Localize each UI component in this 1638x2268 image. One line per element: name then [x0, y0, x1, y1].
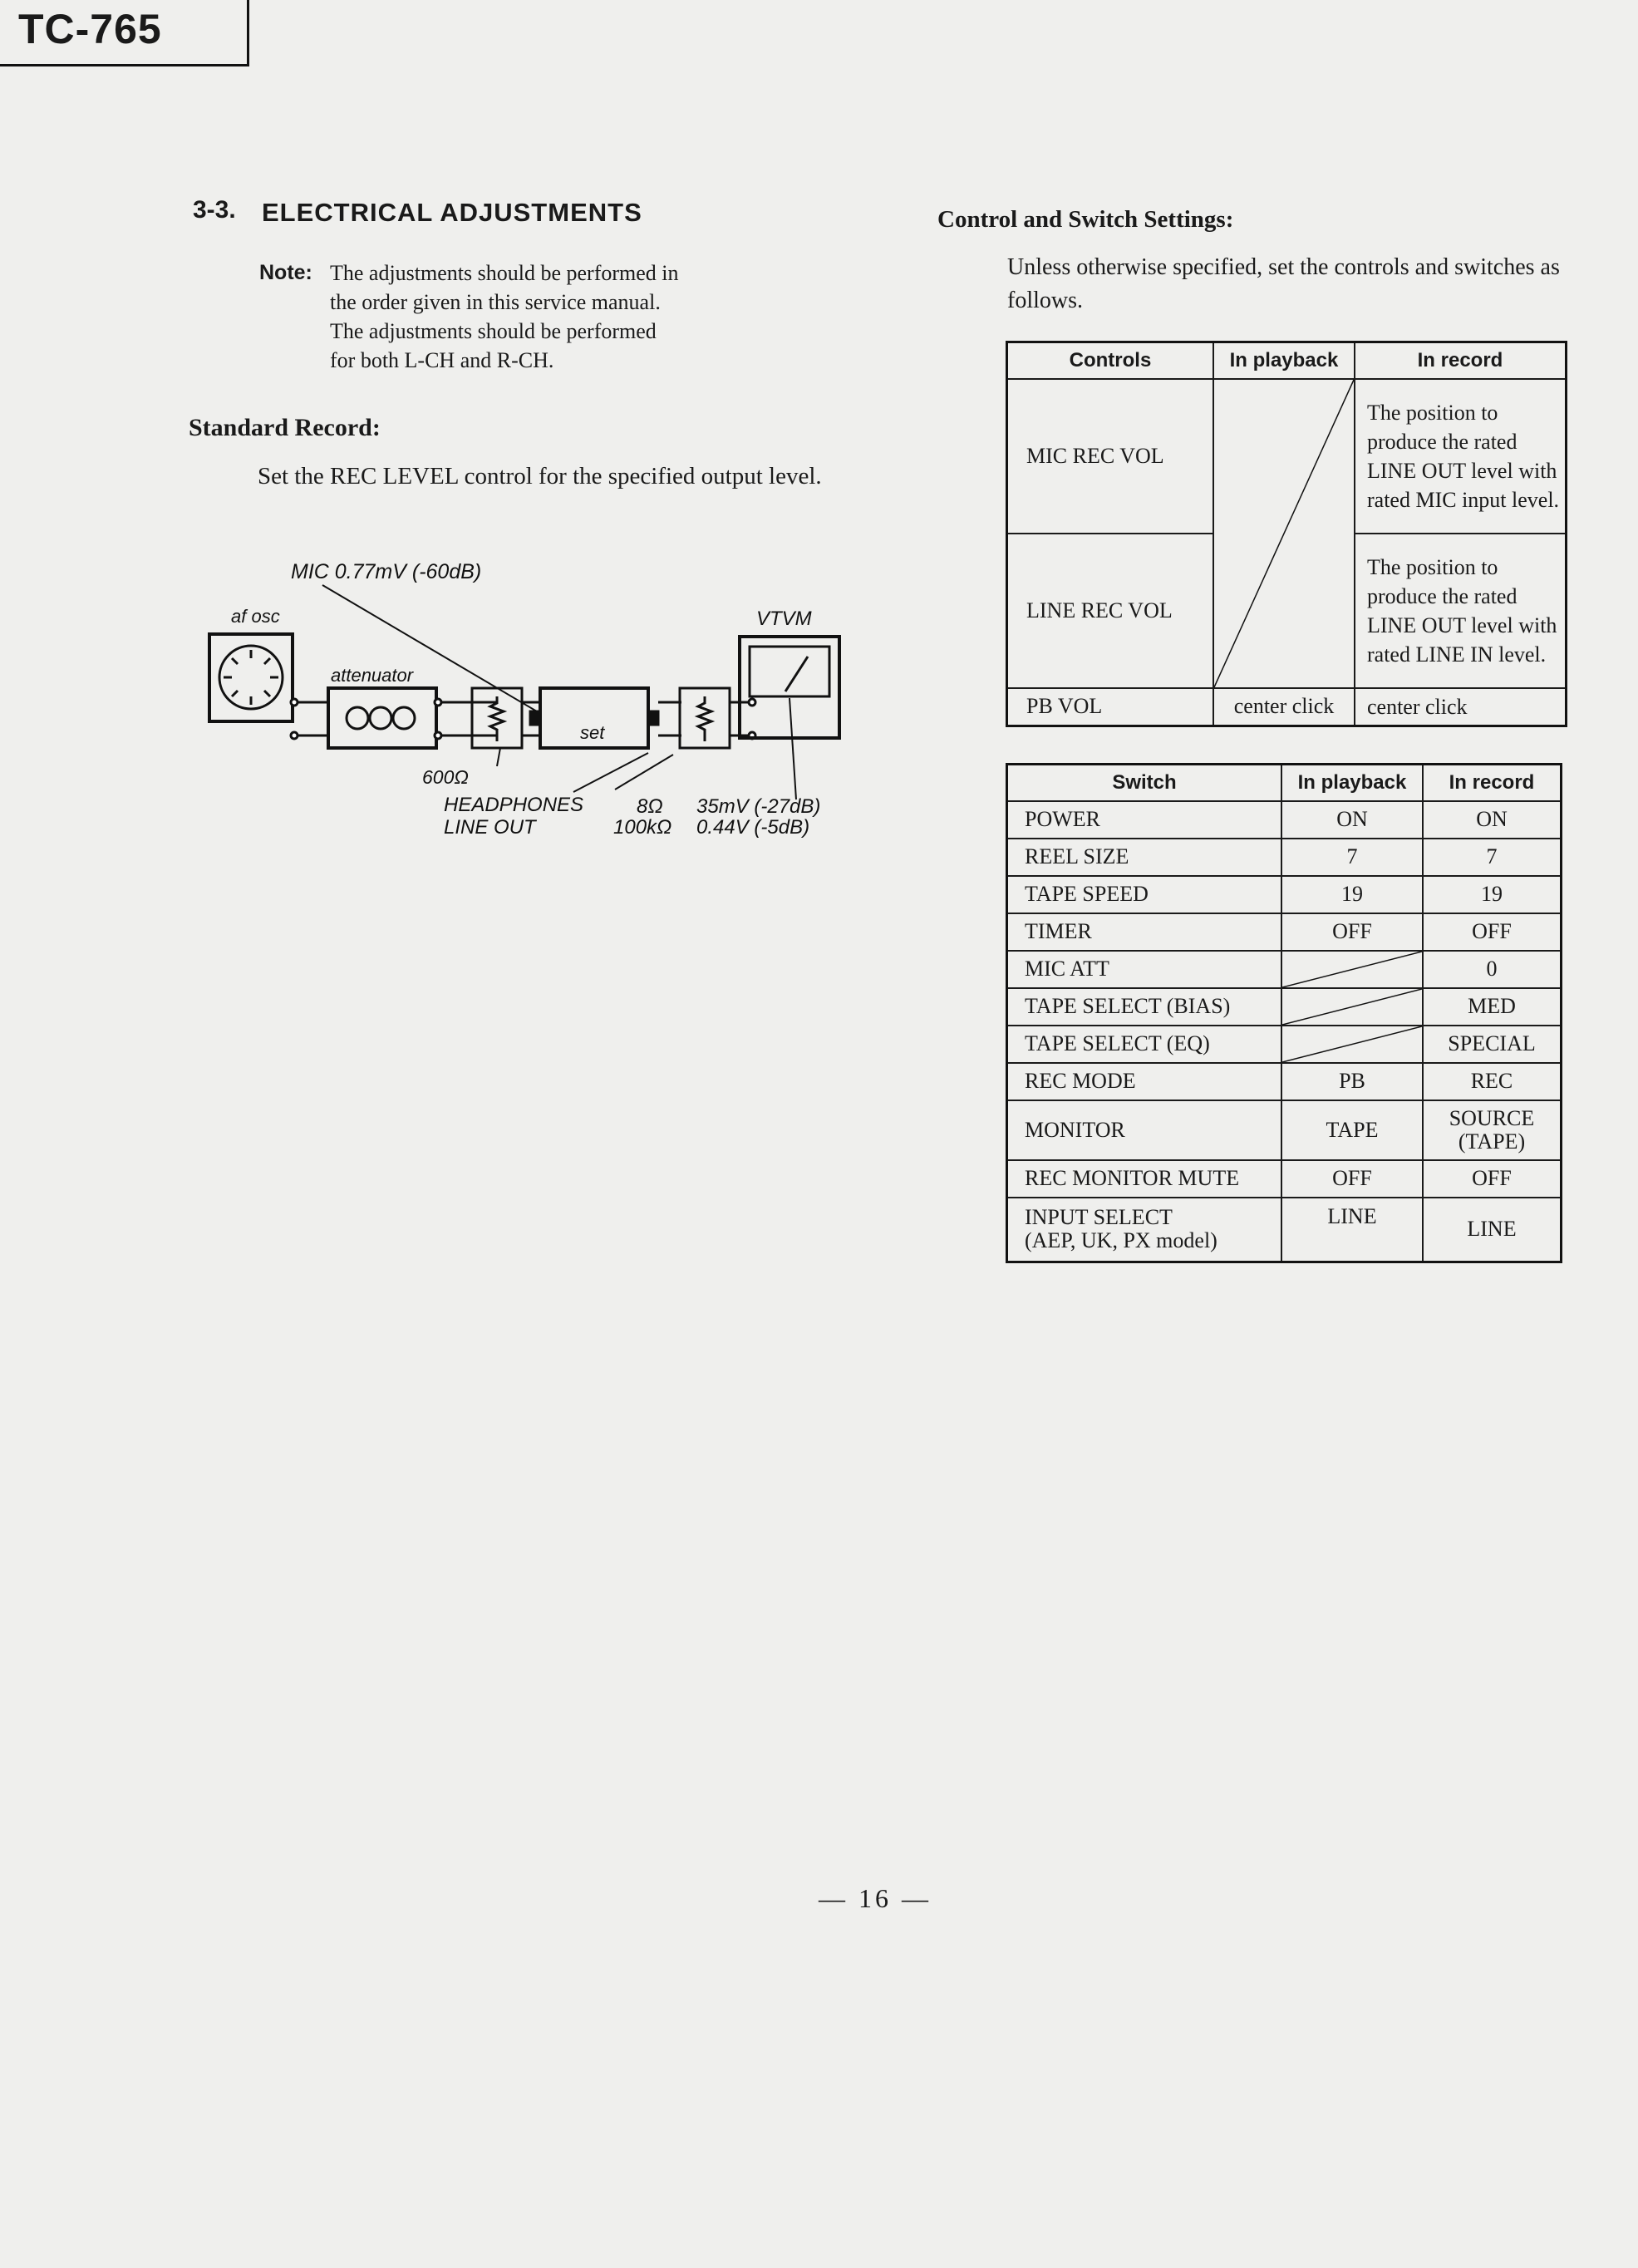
column-header: In record: [1423, 765, 1562, 801]
table-row: [1007, 1160, 1562, 1198]
switch-name: MONITOR: [1007, 1100, 1282, 1160]
headphones-impedance: 8Ω: [637, 795, 663, 818]
switch-name: TIMER: [1007, 913, 1282, 951]
note-line: for both L-CH and R-CH.: [330, 348, 554, 372]
table-row: [1007, 1026, 1562, 1063]
table-row: [1007, 379, 1567, 534]
set-label: set: [580, 722, 605, 743]
resistor-load-icon: [472, 688, 522, 748]
attenuator-label: attenuator: [331, 665, 414, 686]
switch-name: REC MONITOR MUTE: [1007, 1160, 1282, 1198]
vtvm-meter-icon: [740, 637, 839, 738]
vtvm-label: VTVM: [756, 608, 812, 630]
playback-value: PB: [1281, 1063, 1423, 1100]
note-text: [330, 258, 762, 375]
lineout-impedance: 100kΩ: [613, 816, 672, 839]
record-setting: center click: [1355, 688, 1567, 726]
playback-not-applicable: [1281, 951, 1423, 988]
table-row: [1007, 988, 1562, 1026]
column-header: Controls: [1007, 342, 1214, 379]
table-row: [1007, 1063, 1562, 1100]
playback-value: OFF: [1281, 1160, 1423, 1198]
table-row: [1007, 839, 1562, 876]
playback-not-applicable: [1213, 379, 1355, 688]
record-value: OFF: [1423, 913, 1562, 951]
column-header: In record: [1355, 342, 1567, 379]
playback-not-applicable: [1281, 1026, 1423, 1063]
table-row: [1007, 1198, 1562, 1262]
switch-name: TAPE SELECT (BIAS): [1007, 988, 1282, 1026]
record-value: 7: [1423, 839, 1562, 876]
headphones-level: 35mV (-27dB): [696, 795, 821, 818]
table-row: [1007, 688, 1567, 726]
control-name: LINE REC VOL: [1007, 534, 1214, 688]
record-value: LINE: [1423, 1198, 1562, 1262]
attenuator-icon: [312, 688, 436, 748]
record-value: ON: [1423, 801, 1562, 839]
table-row: [1007, 1100, 1562, 1160]
playback-value: TAPE: [1281, 1100, 1423, 1160]
playback-value: OFF: [1281, 913, 1423, 951]
control-name: MIC REC VOL: [1007, 379, 1214, 534]
model-label: TC-765: [18, 6, 162, 52]
table-row: [1007, 951, 1562, 988]
playback-value: ON: [1281, 801, 1423, 839]
column-header: Switch: [1007, 765, 1282, 801]
section-number: 3-3.: [193, 196, 236, 224]
resistor-label: 600Ω: [422, 766, 469, 788]
mic-label: MIC 0.77mV (-60dB): [291, 560, 482, 583]
playback-setting: center click: [1213, 688, 1355, 726]
controls-table: [1006, 341, 1567, 727]
record-value: SPECIAL: [1423, 1026, 1562, 1063]
playback-value: 19: [1281, 876, 1423, 913]
record-value: SOURCE (TAPE): [1423, 1100, 1562, 1160]
connection-diagram: [208, 549, 873, 848]
control-settings-heading: Control and Switch Settings:: [937, 206, 1234, 233]
table-row: [1007, 801, 1562, 839]
table-row: [1007, 913, 1562, 951]
playback-value: 7: [1281, 839, 1423, 876]
switch-table: [1006, 763, 1562, 1263]
model-header-box: [0, 0, 249, 66]
note-line: The adjustments should be performed: [330, 319, 657, 343]
switch-name: INPUT SELECT (AEP, UK, PX model): [1007, 1198, 1282, 1262]
record-setting: The position to produce the rated LINE OUT level with rated LINE IN level.: [1355, 534, 1567, 688]
record-value: MED: [1423, 988, 1562, 1026]
column-header: In playback: [1213, 342, 1355, 379]
control-settings-intro: Unless otherwise specified, set the controls and switches as follows.: [1007, 254, 1560, 313]
switch-name: TAPE SPEED: [1007, 876, 1282, 913]
lineout-label: LINE OUT: [444, 816, 536, 839]
headphones-label: HEADPHONES: [444, 794, 584, 816]
table-header-row: [1007, 342, 1567, 379]
table-header-row: [1007, 765, 1562, 801]
record-value: 19: [1423, 876, 1562, 913]
switch-name: TAPE SELECT (EQ): [1007, 1026, 1282, 1063]
record-value: 0: [1423, 951, 1562, 988]
note-label: Note:: [259, 261, 312, 284]
playback-value: LINE: [1281, 1198, 1423, 1262]
playback-not-applicable: [1281, 988, 1423, 1026]
standard-record-heading: Standard Record:: [189, 414, 381, 441]
standard-record-text: Set the REC LEVEL control for the specified output level.: [258, 463, 822, 490]
lineout-level: 0.44V (-5dB): [696, 816, 810, 839]
column-header: In playback: [1281, 765, 1423, 801]
oscillator-icon: [209, 634, 293, 721]
record-setting: The position to produce the rated LINE OUT level with rated MIC input level.: [1355, 379, 1567, 534]
switch-name: REEL SIZE: [1007, 839, 1282, 876]
record-value: OFF: [1423, 1160, 1562, 1198]
note-line: The adjustments should be performed in: [330, 261, 679, 285]
section-title: ELECTRICAL ADJUSTMENTS: [262, 198, 642, 227]
note-line: the order given in this service manual.: [330, 290, 661, 314]
table-row: [1007, 876, 1562, 913]
switch-name: POWER: [1007, 801, 1282, 839]
record-value: REC: [1423, 1063, 1562, 1100]
switch-name: REC MODE: [1007, 1063, 1282, 1100]
control-name: PB VOL: [1007, 688, 1214, 726]
page-number: — 16 —: [819, 1883, 932, 1913]
switch-name: MIC ATT: [1007, 951, 1282, 988]
output-load-icon: [680, 688, 730, 748]
osc-label: af osc: [231, 606, 280, 627]
